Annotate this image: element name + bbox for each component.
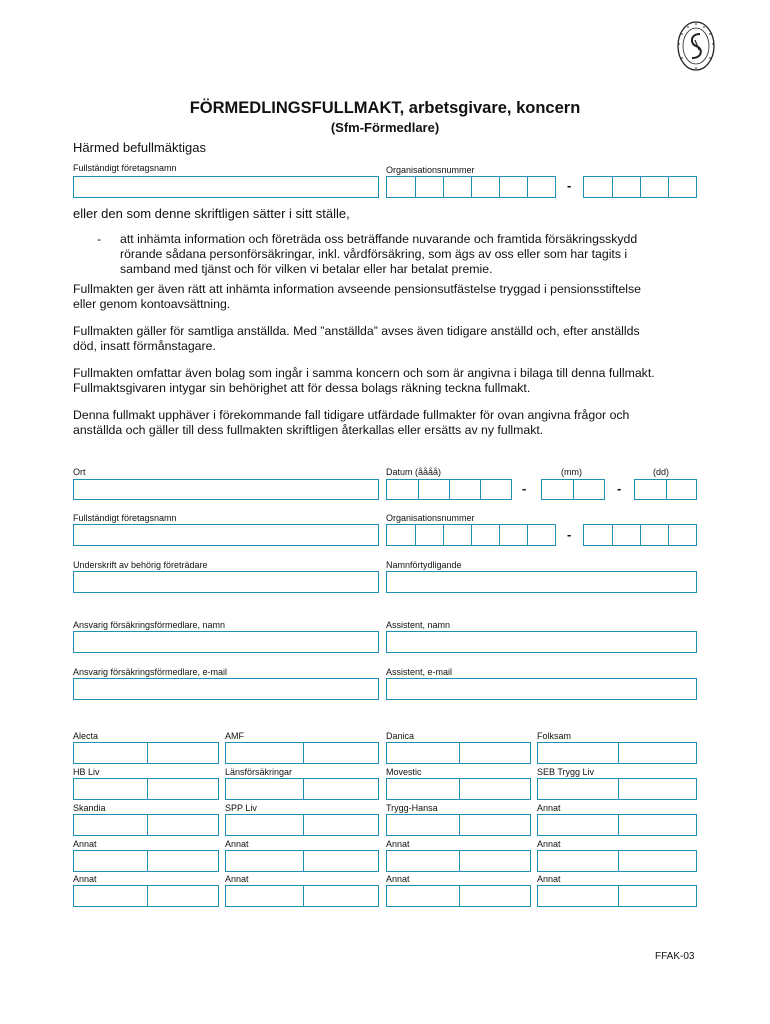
- company-label-annat: Annat: [73, 839, 97, 849]
- company-label-annat: Annat: [225, 874, 249, 884]
- company-label-alecta: Alecta: [73, 731, 99, 741]
- datum-label: Datum (åååå): [386, 467, 442, 477]
- company-label-annat: Annat: [537, 803, 561, 813]
- company-field[interactable]: [225, 778, 379, 800]
- page-subtitle: (Sfm-Förmedlare): [330, 120, 440, 135]
- org-number-label: Organisationsnummer: [386, 165, 475, 175]
- company-label-annat: Annat: [386, 839, 410, 849]
- company-field[interactable]: [225, 850, 379, 872]
- assistant-email-label: Assistent, e-mail: [386, 667, 453, 677]
- company-label-annat: Annat: [386, 874, 410, 884]
- company-field[interactable]: [73, 778, 219, 800]
- ort-field[interactable]: [73, 479, 379, 500]
- paragraph-group-companies: Fullmakten omfattar även bolag som ingår i samma koncern och som är angivna i bilaga till denna fullmakt. Fullmaktsgivaren intygar sin behörighet att för dessa bolags räkning teckna fullmakt.: [73, 366, 655, 395]
- company-label-annat: Annat: [537, 839, 561, 849]
- broker-email-field[interactable]: [73, 678, 379, 700]
- signature-field[interactable]: [73, 571, 379, 593]
- date-separator-2: -: [617, 481, 622, 496]
- company-field[interactable]: [73, 742, 219, 764]
- lead-text: eller den som denne skriftligen sätter i sitt ställe,: [73, 206, 350, 221]
- assistant-email-field[interactable]: [386, 678, 697, 700]
- name-clarification-field[interactable]: [386, 571, 697, 593]
- company-field[interactable]: [386, 778, 531, 800]
- paragraph-employees: Fullmakten gäller för samtliga anställda. Med ”anställda” avses även tidigare anställd och, efter anställds död, insatt förmånstagare.: [73, 324, 640, 353]
- paragraph-pension: Fullmakten ger även rätt att inhämta information avseende pensionsutfästelse tryggad i pensionsstiftelse eller genom kontoavsättning.: [73, 282, 642, 311]
- form-code: FFAK-03: [655, 951, 695, 962]
- broker-name-field[interactable]: [73, 631, 379, 653]
- signature-label: Underskrift av behörig företrädare: [73, 560, 208, 570]
- company-label-folksam: Folksam: [537, 731, 572, 741]
- company-field[interactable]: [537, 885, 697, 907]
- company-field[interactable]: [225, 814, 379, 836]
- month-field[interactable]: [541, 479, 605, 500]
- company-field[interactable]: [73, 814, 219, 836]
- company-field[interactable]: [73, 885, 219, 907]
- company-field[interactable]: [537, 814, 697, 836]
- paragraph-revocation: Denna fullmakt upphäver i förekommande fall tidigare utfärdade fullmakter för ovan angivna frågor och anställda och gäller till dess fullmakten skriftligen återkallas eller ersätts av ny fullmakt.: [73, 408, 630, 437]
- company-label-annat: Annat: [225, 839, 249, 849]
- company-field[interactable]: [386, 814, 531, 836]
- company-label-hb-liv: HB Liv: [73, 767, 100, 777]
- intro-text: Härmed befullmäktigas: [73, 140, 206, 155]
- org-number-separator-2: -: [567, 527, 572, 542]
- company-field[interactable]: [537, 742, 697, 764]
- company-label-trygg-hansa: Trygg-Hansa: [386, 803, 438, 813]
- day-field[interactable]: [634, 479, 697, 500]
- name-clarification-label: Namnförtydligande: [386, 560, 462, 570]
- company-name-field-2[interactable]: [73, 524, 379, 546]
- company-label-danica: Danica: [386, 731, 415, 741]
- bullet-mark: -: [97, 232, 102, 246]
- company-label-spp-liv: SPP Liv: [225, 803, 257, 813]
- org-number-first-field[interactable]: [386, 176, 556, 198]
- org-number-separator: -: [567, 178, 572, 193]
- company-field[interactable]: [537, 778, 697, 800]
- company-label-lansforsakringar: Länsförsäkringar: [225, 767, 293, 777]
- company-label-amf: AMF: [225, 731, 244, 741]
- sfm-seal-logo: [676, 20, 716, 72]
- company-name-field[interactable]: [73, 176, 379, 198]
- company-field[interactable]: [386, 850, 531, 872]
- company-label-skandia: Skandia: [73, 803, 106, 813]
- date-separator-1: -: [522, 481, 527, 496]
- company-label-annat: Annat: [537, 874, 561, 884]
- company-name-label: Fullständigt företagsnamn: [73, 163, 177, 173]
- company-field[interactable]: [225, 742, 379, 764]
- org-number-last-field-2[interactable]: [583, 524, 697, 546]
- page-title: FÖRMEDLINGSFULLMAKT, arbetsgivare, koncern: [189, 99, 581, 117]
- company-field[interactable]: [225, 885, 379, 907]
- ort-label: Ort: [73, 467, 86, 477]
- broker-name-label: Ansvarig försäkringsförmedlare, namn: [73, 620, 226, 630]
- day-label: (dd): [653, 467, 670, 477]
- assistant-name-label: Assistent, namn: [386, 620, 451, 630]
- company-field[interactable]: [386, 742, 531, 764]
- company-label-movestic: Movestic: [386, 767, 422, 777]
- bullet-text: att inhämta information och företräda oss beträffande nuvarande och framtida försäkringsskydd rörande sådana personförsäkringar, inkl. vårdförsäkring, som ägs av oss eller som har tagits i samband med tjänst och för vilken vi betalar eller har betalat premie.: [120, 232, 638, 276]
- company-name-label-2: Fullständigt företagsnamn: [73, 513, 177, 523]
- month-label: (mm): [561, 467, 582, 477]
- org-number-first-field-2[interactable]: [386, 524, 556, 546]
- broker-email-label: Ansvarig försäkringsförmedlare, e-mail: [73, 667, 228, 677]
- company-label-annat: Annat: [73, 874, 97, 884]
- org-number-label-2: Organisationsnummer: [386, 513, 475, 523]
- org-number-last-field[interactable]: [583, 176, 697, 198]
- year-field[interactable]: [386, 479, 512, 500]
- company-field[interactable]: [537, 850, 697, 872]
- company-field[interactable]: [386, 885, 531, 907]
- company-field[interactable]: [73, 850, 219, 872]
- company-label-seb-trygg-liv: SEB Trygg Liv: [537, 767, 595, 777]
- assistant-name-field[interactable]: [386, 631, 697, 653]
